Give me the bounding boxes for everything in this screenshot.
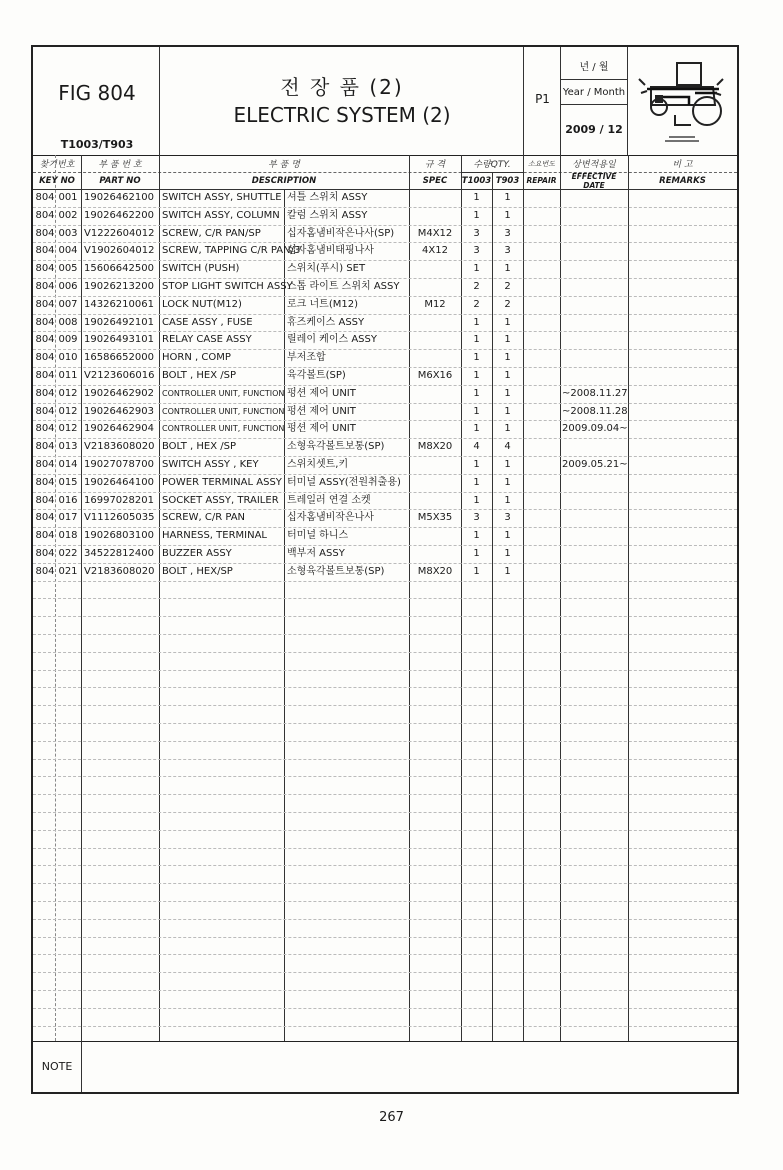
year-month-value: 2009 / 12 [565,122,623,136]
effective-date-cell: 2009.09.04~ [562,423,628,435]
row-separator [33,919,737,920]
row-separator [33,705,737,706]
part-no-cell: 16586652000 [84,352,154,364]
table-row [33,456,737,474]
row-separator [33,652,737,653]
desc-en-cell: STOP LIGHT SWITCH ASSY [162,281,293,292]
key-cell: 010 [58,352,78,364]
spec-cell: M6X16 [417,370,453,381]
fig-cell: 804 [35,530,55,542]
desc-en-cell: SOCKET ASSY, TRAILER [162,494,279,506]
row-separator [33,741,737,742]
qty-t1003-cell: 1 [473,263,480,275]
desc-ko-cell: 휴즈케이스 ASSY [287,316,365,328]
spec-cell: 4X12 [422,245,448,257]
table-row [33,492,737,510]
key-cell: 012 [58,387,78,399]
row-separator [33,830,737,831]
qty-t903-cell: 1 [504,405,511,417]
effective-date-cell [562,563,628,581]
part-no-cell: 19026462902 [84,387,154,399]
desc-en-cell: BOLT , HEX /SP [162,441,237,453]
fig-cell: 804 [35,370,55,381]
desc-ko-cell: 트레일러 연결 소켓 [287,494,371,506]
row-separator [33,616,737,617]
effective-date-cell [562,545,628,563]
desc-ko-cell: 터미널 ASSY(전원취출용) [287,476,401,488]
qty-t903-cell: 1 [504,316,511,328]
row-separator [33,883,737,884]
table-row [33,349,737,367]
spec-cell: M8X20 [417,441,453,453]
fig-cell: 804 [35,387,55,399]
part-no-cell: V2123606016 [84,370,155,381]
desc-en-cell: RELAY CASE ASSY [162,334,252,346]
fig-cell: 804 [35,548,55,559]
row-separator [33,581,737,582]
qty-t903-cell: 1 [504,209,511,221]
desc-ko-cell: 스톱 라이트 스위치 ASSY [287,281,400,292]
desc-ko-cell: 부저조합 [287,352,326,364]
key-cell: 004 [58,245,78,257]
qty-t903-cell: 1 [504,263,511,275]
row-separator [33,776,737,777]
desc-ko-cell: 백부저 ASSY [287,548,345,559]
row-separator [33,723,737,724]
key-cell: 017 [58,512,78,524]
part-no-cell: V1902604012 [84,245,155,257]
qty-t903-cell: 1 [504,565,511,577]
qty-t903-cell: 1 [504,476,511,488]
part-no-cell: V2183608020 [84,565,155,577]
row-separator [33,670,737,671]
spec-cell [409,492,461,510]
effective-date-cell [562,278,628,296]
key-cell: 007 [58,298,78,310]
desc-ko-cell: 로크 너트(M12) [287,298,358,310]
desc-ko-cell: 펑션 제어 UNIT [287,405,356,417]
fig-cell: 804 [35,512,55,524]
qty-t903-cell: 2 [504,281,511,292]
qty-t903-cell: 3 [504,512,511,524]
spec-cell [409,278,461,296]
qty-t903-cell: 1 [504,334,511,346]
spec-cell: M12 [424,298,446,310]
fig-cell: 804 [35,192,55,203]
effective-date-cell [562,331,628,349]
fig-cell: 804 [35,565,55,577]
key-cell: 022 [58,548,78,559]
fig-cell: 804 [35,209,55,221]
col-qty-t903: T903 [495,175,520,186]
effective-date-cell [562,367,628,385]
key-cell: 016 [58,494,78,506]
qty-t1003-cell: 1 [473,565,480,577]
effective-date-cell [562,207,628,225]
effective-date-cell [562,189,628,207]
effective-date-cell [562,474,628,492]
qty-t1003-cell: 1 [473,352,480,364]
key-cell: 018 [58,530,78,542]
qty-t1003-cell: 1 [473,548,480,559]
qty-t903-cell: 1 [504,530,511,542]
fig-cell: 804 [35,423,55,435]
table-row [33,296,737,314]
desc-ko-cell: 셔틀 스위치 ASSY [287,192,368,203]
col-desc-en: DESCRIPTION [251,175,317,186]
effective-date-cell [562,509,628,527]
note-label: NOTE [41,1060,73,1073]
key-cell: 003 [58,227,78,239]
effective-date-cell [562,527,628,545]
desc-en-cell: BOLT , HEX/SP [162,565,233,577]
key-cell: 012 [58,423,78,435]
desc-ko-cell: 육각볼트(SP) [287,370,346,381]
spec-cell [409,207,461,225]
key-cell: 001 [58,192,78,203]
qty-t1003-cell: 2 [473,281,480,292]
effective-date-cell [562,260,628,278]
desc-en-cell: BUZZER ASSY [162,548,232,559]
table-row [33,225,737,243]
col-part-ko: 부 품 번 호 [98,160,142,170]
spec-cell [409,403,461,421]
fig-cell: 804 [35,263,55,275]
qty-t903-cell: 1 [504,192,511,203]
key-cell: 009 [58,334,78,346]
table-row [33,278,737,296]
fig-cell: 804 [35,298,55,310]
table-row [33,260,737,278]
qty-t903-cell: 1 [504,459,511,470]
part-no-cell: 19026462100 [84,192,154,203]
col-spec-en: SPEC [422,175,448,186]
desc-ko-cell: 릴레이 케이스 ASSY [287,334,377,346]
desc-en-cell: SCREW, TAPPING C/R PAN/3 [162,245,301,257]
part-no-cell: 34522812400 [84,548,154,559]
table-row [33,403,737,421]
fig-cell: 804 [35,441,55,453]
spec-cell [409,331,461,349]
desc-en-cell: BOLT , HEX /SP [162,370,237,381]
col-remarks-ko: 비 고 [672,160,693,170]
key-cell: 015 [58,476,78,488]
desc-ko-cell: 소형육각볼트보통(SP) [287,565,385,577]
col-key-en: KEY NO [39,175,75,186]
spec-cell [409,527,461,545]
qty-t1003-cell: 1 [473,316,480,328]
tractor-icon [629,49,737,153]
spec-cell [409,260,461,278]
year-month-english: Year / Month [562,86,626,98]
part-no-cell: 19026492101 [84,316,154,328]
spec-cell: M5X35 [417,512,453,524]
effective-date-cell [562,349,628,367]
year-month-korean: 년 / 월 [579,61,609,73]
qty-t903-cell: 3 [504,227,511,239]
col-qty-ko: 수량QTY. [473,160,511,170]
spec-cell [409,314,461,332]
desc-ko-cell: 터미널 하니스 [287,530,349,542]
qty-t1003-cell: 1 [473,370,480,381]
effective-date-cell: ~2008.11.28 [562,405,628,417]
desc-en-cell: HORN , COMP [162,352,231,364]
qty-t1003-cell: 3 [473,245,480,257]
key-cell: 012 [58,405,78,417]
note-area [82,1042,736,1091]
parts-table-body [33,189,737,1041]
qty-t1003-cell: 4 [473,441,480,453]
qty-t903-cell: 3 [504,245,511,257]
qty-t903-cell: 2 [504,298,511,310]
fig-cell: 804 [35,227,55,239]
qty-t1003-cell: 1 [473,494,480,506]
qty-t903-cell: 4 [504,441,511,453]
key-cell: 021 [58,565,78,577]
parts-sheet [31,45,739,1094]
table-row [33,563,737,581]
part-no-cell: 19026464100 [84,476,154,488]
table-row [33,207,737,225]
part-no-cell: 19026462200 [84,209,154,221]
desc-en-cell: CONTROLLER UNIT, FUNCTION [162,406,285,416]
row-separator [33,901,737,902]
desc-en-cell: CONTROLLER UNIT, FUNCTION [162,424,285,434]
desc-ko-cell: 스위치셋트,키 [287,459,349,470]
part-no-cell: 14326210061 [84,298,154,310]
qty-t903-cell: 1 [504,548,511,559]
key-cell: 008 [58,316,78,328]
effective-date-cell: ~2008.11.27 [562,387,628,399]
row-separator [33,865,737,866]
desc-en-cell: SCREW, C/R PAN/SP [162,227,261,239]
desc-en-cell: SWITCH ASSY , KEY [162,459,259,470]
part-no-cell: 19026462903 [84,405,154,417]
table-row [33,242,737,260]
table-row [33,367,737,385]
desc-ko-cell: 십자홈냄비태핑나사 [287,245,374,257]
spec-cell [409,189,461,207]
table-row [33,420,737,438]
spec-cell: M8X20 [417,565,453,577]
qty-t1003-cell: 1 [473,209,480,221]
qty-t1003-cell: 1 [473,387,480,399]
col-repair-ko: 소요번도 [527,159,556,168]
table-row [33,545,737,563]
part-no-cell: 19026803100 [84,530,154,542]
qty-t1003-cell: 3 [473,227,480,239]
qty-t903-cell: 1 [504,423,511,435]
row-separator [33,990,737,991]
page-number: 267 [379,1110,404,1125]
fig-cell: 804 [35,476,55,488]
qty-t1003-cell: 1 [473,405,480,417]
qty-t1003-cell: 3 [473,512,480,524]
col-eff-en: EFFECTIVE DATE [571,171,617,190]
qty-t903-cell: 1 [504,352,511,364]
col-desc-ko: 부 품 명 [268,160,300,170]
desc-ko-cell: 칼럼 스위치 ASSY [287,209,368,221]
row-separator [33,972,737,973]
fig-cell: 804 [35,245,55,257]
col-part-en: PART NO [99,175,141,186]
row-separator [33,812,737,813]
table-row [33,314,737,332]
row-separator [33,794,737,795]
fig-cell: 804 [35,459,55,470]
desc-en-cell: SCREW, C/R PAN [162,512,246,524]
spec-cell [409,474,461,492]
spec-cell: M4X12 [417,227,453,239]
part-no-cell: V1222604012 [84,227,155,239]
part-no-cell: V1112605035 [84,512,155,524]
effective-date-cell [562,492,628,510]
desc-ko-cell: 소형육각볼트보통(SP) [287,441,385,453]
title-korean: 전 장 품 (2) [280,74,404,99]
desc-en-cell: LOCK NUT(M12) [162,298,242,310]
qty-t1003-cell: 1 [473,334,480,346]
col-spec-ko: 규 격 [424,160,446,170]
part-no-cell: 19027078700 [84,459,154,470]
title-english: ELECTRIC SYSTEM (2) [233,103,451,127]
page-ref: P1 [535,92,550,106]
part-no-cell: 15606642500 [84,263,154,275]
col-eff-ko: 상변적용일 [572,160,616,170]
spec-cell [409,385,461,403]
key-cell: 002 [58,209,78,221]
desc-en-cell: SWITCH (PUSH) [162,263,240,275]
qty-t903-cell: 1 [504,494,511,506]
table-row [33,474,737,492]
desc-en-cell: HARNESS, TERMINAL [162,530,268,542]
effective-date-cell [562,242,628,260]
part-no-cell: V2183608020 [84,441,155,453]
table-row [33,527,737,545]
qty-t1003-cell: 2 [473,298,480,310]
effective-date-cell [562,438,628,456]
row-separator [33,598,737,599]
key-cell: 006 [58,281,78,292]
qty-t1003-cell: 1 [473,459,480,470]
spec-cell [409,349,461,367]
effective-date-cell: 2009.05.21~ [562,459,628,470]
key-cell: 013 [58,441,78,453]
spec-cell [409,456,461,474]
spec-cell [409,545,461,563]
desc-en-cell: CASE ASSY , FUSE [162,316,253,328]
desc-ko-cell: 스위치(푸시) SET [287,263,366,275]
key-cell: 005 [58,263,78,275]
part-no-cell: 19026462904 [84,423,154,435]
row-separator [33,1026,737,1027]
qty-t903-cell: 1 [504,387,511,399]
key-cell: 011 [58,370,78,381]
qty-t1003-cell: 1 [473,530,480,542]
part-no-cell: 16997028201 [84,494,154,506]
spec-cell [409,420,461,438]
table-row [33,438,737,456]
part-no-cell: 19026213200 [84,281,154,292]
desc-ko-cell: 십자홈냄비작은나사 [287,512,374,524]
desc-en-cell: POWER TERMINAL ASSY [162,476,282,488]
model-codes: T1003/T903 [60,137,134,151]
row-separator [33,954,737,955]
desc-en-cell: SWITCH ASSY, COLUMN [162,209,280,221]
qty-t1003-cell: 1 [473,476,480,488]
table-row [33,385,737,403]
row-separator [33,1008,737,1009]
table-row [33,189,737,207]
key-cell: 014 [58,459,78,470]
desc-en-cell: CONTROLLER UNIT, FUNCTION [162,388,285,398]
qty-t1003-cell: 1 [473,192,480,203]
row-separator [33,634,737,635]
col-qty-t1003: T1003 [461,175,492,186]
desc-ko-cell: 펑션 제어 UNIT [287,387,356,399]
qty-t1003-cell: 1 [473,423,480,435]
fig-cell: 804 [35,334,55,346]
fig-cell: 804 [35,316,55,328]
row-separator [33,848,737,849]
desc-ko-cell: 십자홈냄비작은나사(SP) [287,227,395,239]
row-separator [33,687,737,688]
col-remarks-en: REMARKS [659,175,706,186]
table-row [33,509,737,527]
desc-ko-cell: 펑션 제어 UNIT [287,423,356,435]
effective-date-cell [562,314,628,332]
fig-cell: 804 [35,405,55,417]
fig-cell: 804 [35,281,55,292]
col-repair-en: REPAIR [526,176,557,185]
row-separator [33,937,737,938]
fig-number: FIG 804 [58,81,136,105]
fig-cell: 804 [35,494,55,506]
desc-en-cell: SWITCH ASSY, SHUTTLE [162,192,282,203]
col-key-ko: 찾기번호 [39,160,75,170]
table-row [33,331,737,349]
fig-cell: 804 [35,352,55,364]
row-separator [33,759,737,760]
part-no-cell: 19026493101 [84,334,154,346]
effective-date-cell [562,296,628,314]
qty-t903-cell: 1 [504,370,511,381]
effective-date-cell [562,225,628,243]
